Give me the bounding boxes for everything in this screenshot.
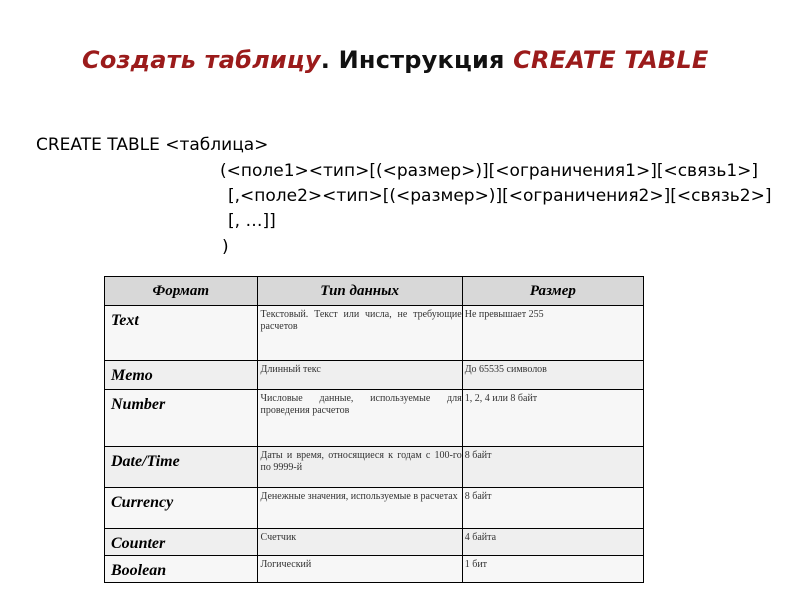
syntax-line-5: ) (222, 237, 229, 257)
cell-type: Числовые данные, используемые для проведения расчетов (257, 390, 462, 447)
header-format: Формат (105, 277, 258, 306)
cell-format: Date/Time (105, 447, 258, 488)
title-part-create-table: Создать таблицу (82, 46, 321, 74)
cell-type: Текстовый. Текст или числа, не требующие расчетов (257, 306, 462, 361)
title-part-instruction: . Инструкция (320, 46, 514, 74)
cell-size: До 65535 символов (462, 361, 643, 390)
table-header-row (105, 277, 644, 306)
table-row (105, 447, 644, 488)
cell-size: 1, 2, 4 или 8 байт (462, 390, 643, 447)
cell-size: 8 байт (462, 447, 643, 488)
table-row (105, 361, 644, 390)
cell-type: Длинный текс (257, 361, 462, 390)
syntax-line-1: CREATE TABLE <таблица> (36, 135, 269, 155)
cell-size: 1 бит (462, 556, 643, 583)
cell-size: 4 байта (462, 529, 643, 556)
title-part-sql: CREATE TABLE (513, 46, 709, 74)
cell-format: Number (105, 390, 258, 447)
header-type: Тип данных (257, 277, 462, 306)
cell-format: Text (105, 306, 258, 361)
cell-type: Даты и время, относящиеся к годам с 100-го по 9999-й (257, 447, 462, 488)
cell-format: Currency (105, 488, 258, 529)
cell-format: Boolean (105, 556, 258, 583)
cell-type: Логический (257, 556, 462, 583)
cell-type: Денежные значения, используемые в расчетах (257, 488, 462, 529)
header-size: Размер (462, 277, 643, 306)
table-row (105, 306, 644, 361)
table-row (105, 529, 644, 556)
cell-size: Не превышает 255 (462, 306, 643, 361)
table-row (105, 390, 644, 447)
cell-format: Counter (105, 529, 258, 556)
page-title (82, 46, 709, 74)
data-types-table (104, 276, 644, 583)
table-row (105, 488, 644, 529)
cell-format: Memo (105, 361, 258, 390)
syntax-line-3: [,<поле2><тип>[(<размер>)][<ограничения2>][<связь2>] (228, 186, 772, 206)
cell-size: 8 байт (462, 488, 643, 529)
syntax-line-2: (<поле1><тип>[(<размер>)][<ограничения1>][<связь1>] (220, 161, 759, 181)
cell-type: Счетчик (257, 529, 462, 556)
table-row (105, 556, 644, 583)
syntax-line-4: [, …]] (228, 211, 276, 231)
